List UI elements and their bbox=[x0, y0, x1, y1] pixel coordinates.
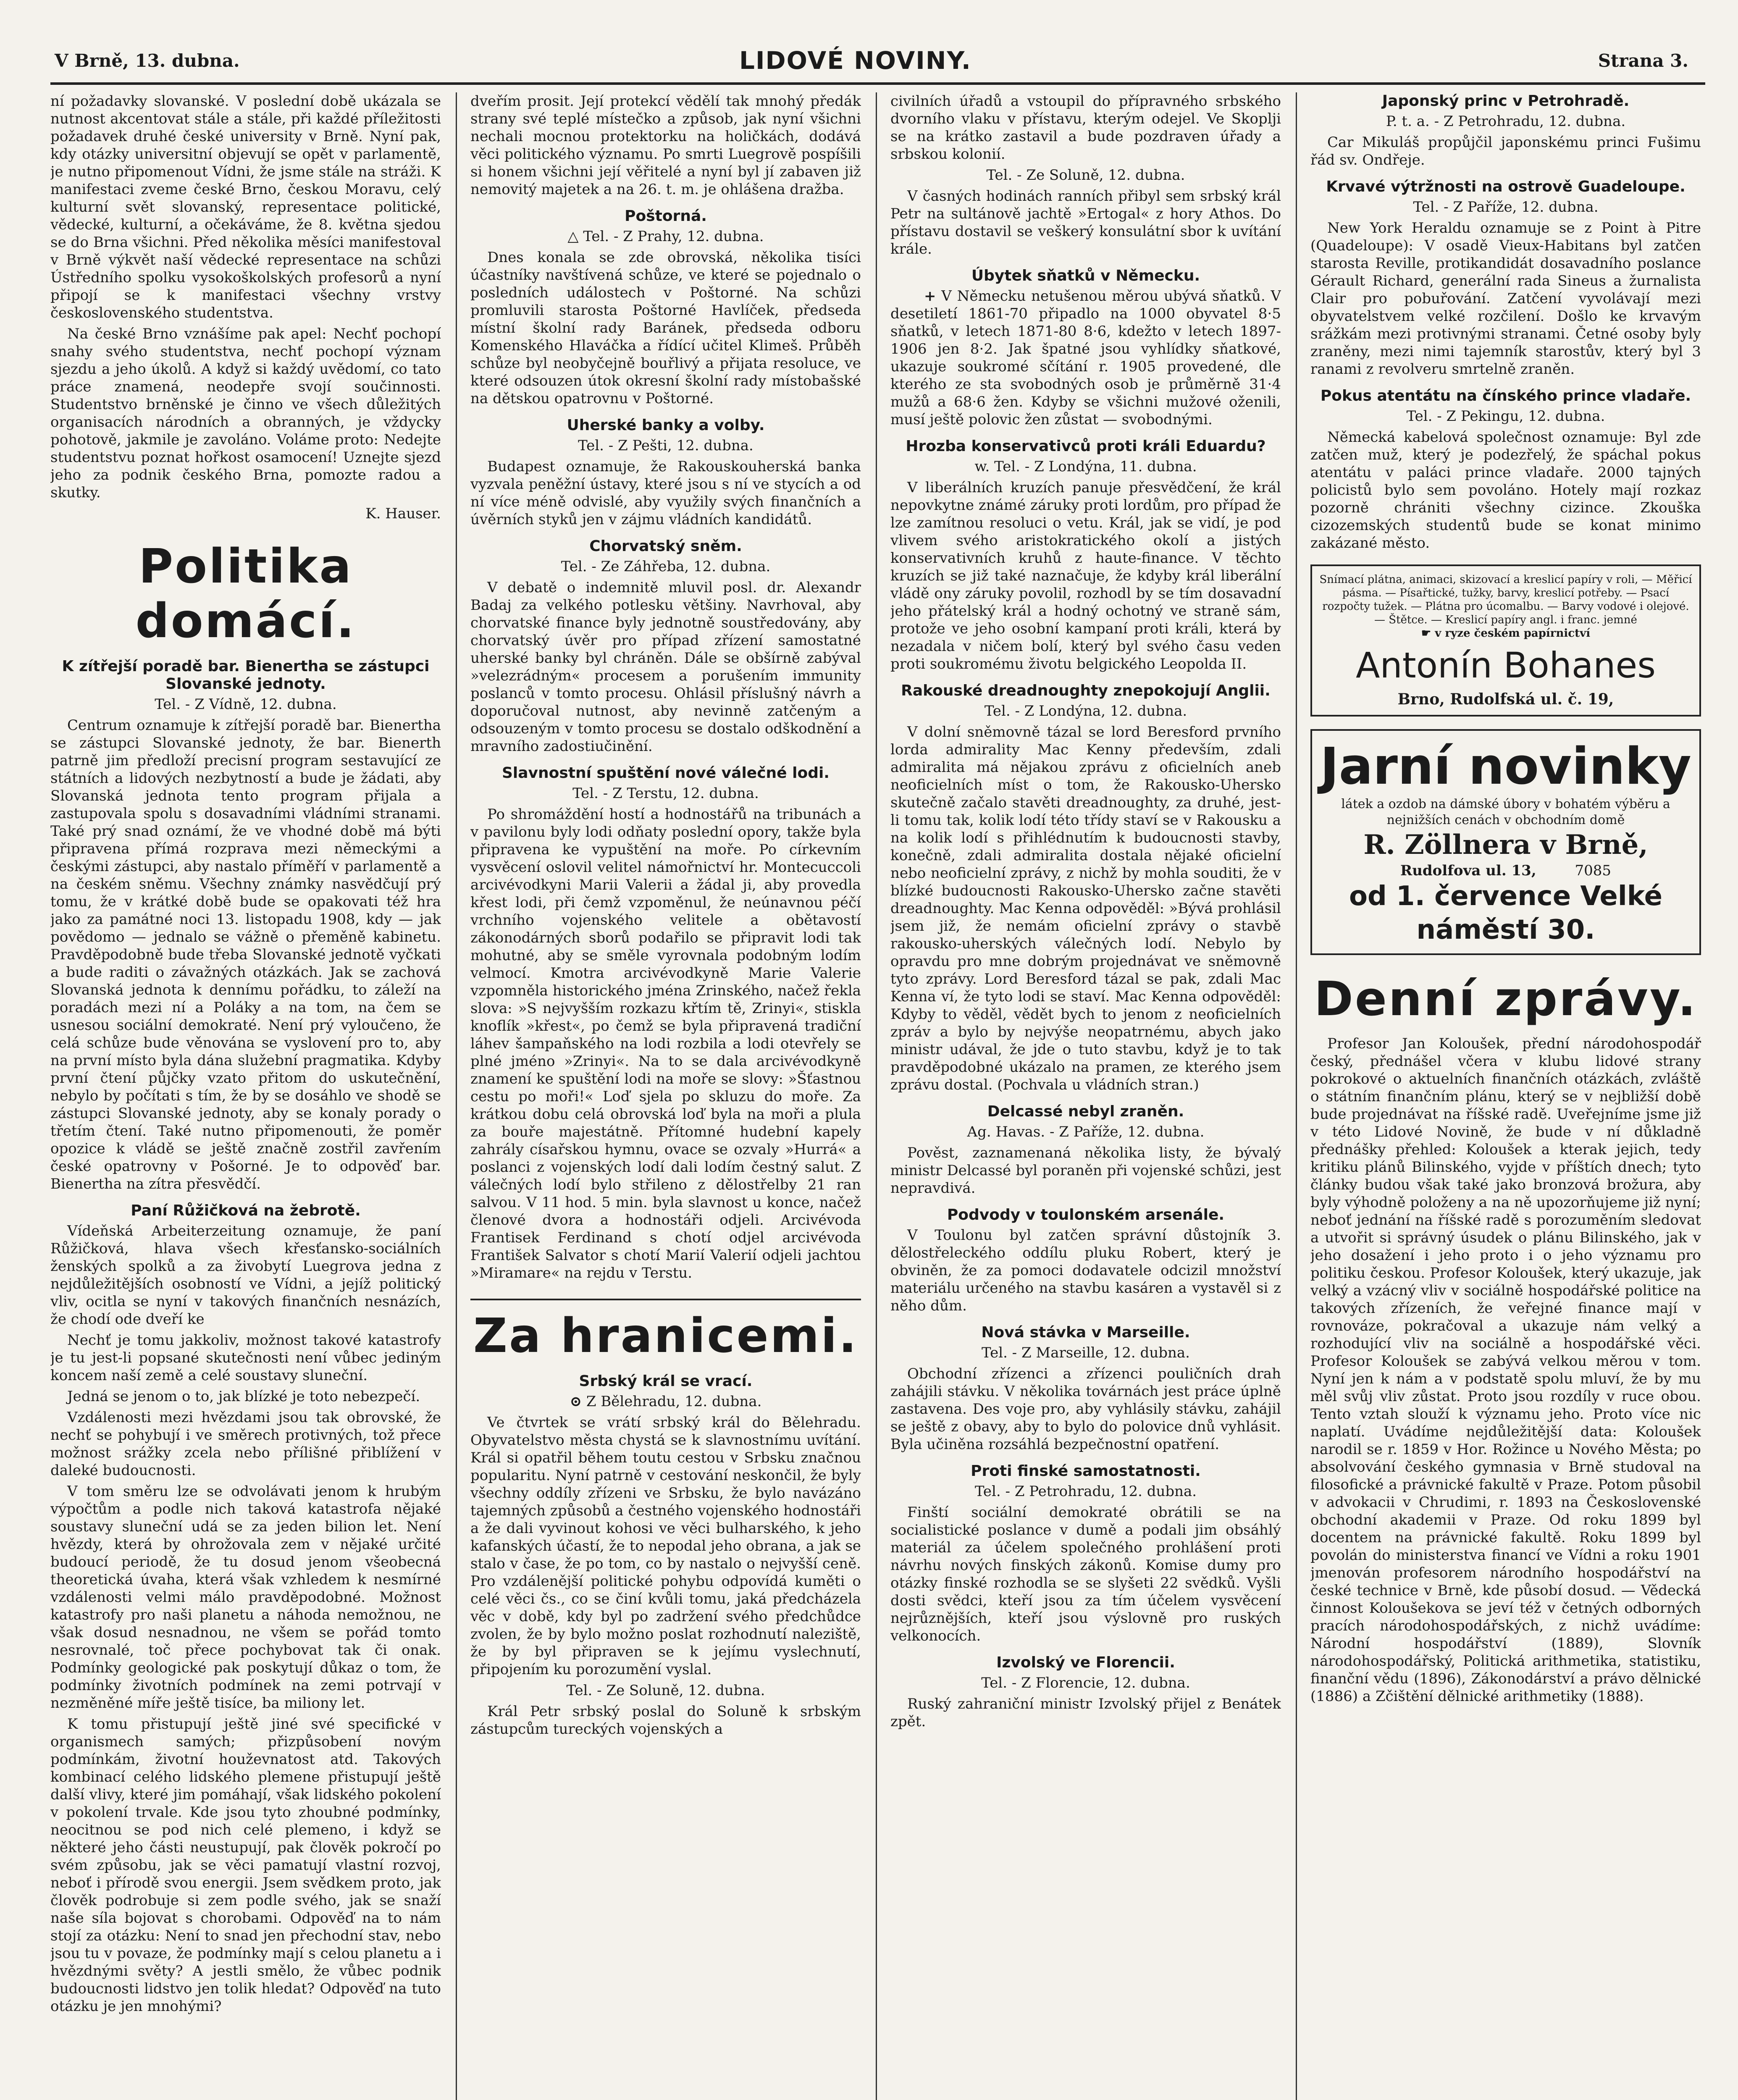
dateline: Tel. - Z Vídně, 12. dubna. bbox=[155, 696, 337, 713]
paragraph: Pověst, zaznamenaná několika listy, že bývalý ministr Delcassé byl poraněn při vojenské schůzi, jest nepravdivá. bbox=[890, 1144, 1281, 1197]
dateline: Tel. - Z Florencie, 12. dubna. bbox=[981, 1675, 1190, 1691]
dateline: P. t. a. - Z Petrohradu, 12. dubna. bbox=[1386, 113, 1626, 130]
paragraph: Jedná se jenom o to, jak blízké je toto nebezpečí. bbox=[67, 1388, 420, 1405]
paragraph: civilních úřadů a vstoupil do přípravného srbského dvorního vlaku v přístavu, kterým odejel. Ve Skoplji se na krátko zastavil a bude pozdraven úřady a srbskou kolonií. bbox=[890, 93, 1281, 163]
paragraph: V debatě o indemnitě mluvil posl. dr. Alexandr Badaj za velkého potlesku většiny. Navrhoval, aby chorvatské finance byly jednotně soustředovány, aby chorvatský úvěr pro případ zřízení samostatné uherské banky byl chráněn. Dále se obšírně zabýval »velezrádným« procesem a porušením immunity poslanců v tomto procesu. Ohlásil příslušný návrh a doporučoval nutnost, aby nevinně zatčeným a odsouzeným v tomto procesu se dostalo odškodnění a mravního zadostiučinění. bbox=[470, 579, 861, 755]
ad-title: Jarní novinky bbox=[1320, 738, 1691, 796]
article-heading: Srbský král se vrací. bbox=[579, 1373, 753, 1390]
dateline: Tel. - Ze Soluně, 12. dubna. bbox=[986, 167, 1185, 184]
article-heading: Nová stávka v Marseille. bbox=[981, 1324, 1190, 1341]
paragraph: Na české Brno vznášíme pak apel: Nechť pochopí snahy svého studentstva, nechť pochopí význam sjezdu a jeho úkolů. A když si každý uvědomí, co tato práce znamená, neodepře svojí součinnosti. Studentstvo brněnské je činno ve všech důležitých organisacích národních a obranných, je vždycky pohotově, jakmile je zavoláno. Voláme proto: Nedejte studentstvu poznat hořkost osamocení! Uznejte sjezd jeho za podnik českého Brna, pomozte radou a skutky. bbox=[50, 326, 441, 501]
paragraph: New York Heraldu oznamuje se z Point à Pitre (Quadeloupe): V osadě Vieux-Habitans byl zatčen starosta Reville, protikandidát dosavadního poslance Gérault Richard, generální rada Sineus a žurnalista Clair pro pobuřování. Zatčení vyvolávají mezi obyvatelstvem velké rozčilení. Došlo ke krvavým srážkám mezi protivnými stranami. Četné osoby byly zraněny, mezi nimi tajemník starostův, který byl 3 ranami z revolveru smrtelně zraněn. bbox=[1310, 220, 1701, 378]
dateline-text: Z Bělehradu, 12. dubna. bbox=[586, 1393, 762, 1410]
article-heading: K zítřejší poradě bar. Bienertha se zástupci Slovanské jednoty. bbox=[62, 658, 430, 693]
signature: K. Hauser. bbox=[365, 505, 441, 522]
article-heading: Chorvatský sněm. bbox=[589, 538, 742, 555]
paragraph: Obchodní zřízenci a zřízenci pouličních drah zahájili stávku. V několika továrnách jest práce úplně zastavena. Des voje pro, aby vyhlásily stávku, zahájil se ještě z obavy, aby to bylo do polovice dnů vyhlásit. Byla učiněna rozsáhlá bezpečnostní opatření. bbox=[890, 1365, 1281, 1453]
column-divider bbox=[1296, 92, 1297, 2100]
paragraph-text: V Německu netušenou měrou ubývá sňatků. V desetiletí 1861-70 připadlo na 1000 obyvatel 8·5 sňatků, v letech 1871-80 8·6, kdežto v letech 1897-1906 jen 8·2. Jak špatné jsou vyhlídky sňatkové, ukazuje soukromé sčítání r. 1905 provedené, dle kterého ze sta svobodných osob je průměrně 31·4 mužů a 68·6 žen. Kdyby se všichni mužové oženili, musí ještě polovic žen zůstat — svobodnými. bbox=[890, 288, 1281, 428]
column-divider bbox=[876, 92, 877, 2100]
column-3 bbox=[890, 92, 1281, 2100]
telegraph-triangle-icon: △ bbox=[567, 228, 579, 245]
column-4 bbox=[1310, 92, 1701, 2100]
ad-number: 7085 bbox=[1575, 862, 1612, 879]
paragraph: Vzdálenosti mezi hvězdami jsou tak obrovské, že nechť se pohybují i ve směrech protivných, tož přece možnost srážky zcela nebo přílišné přiblížení v daleké budoucnosti. bbox=[50, 1409, 441, 1479]
plus-marker-icon: + bbox=[924, 288, 936, 304]
ad-tagline bbox=[1317, 627, 1694, 640]
dateline bbox=[470, 1393, 861, 1410]
paragraph: V časných hodinách ranních přibyl sem srbský král Petr na sultánově jachtě »Ertogal« z hory Athos. Do přístavu dostavil se veškerý konsulátní sbor k uvítání krále. bbox=[890, 188, 1281, 257]
paragraph: V Toulonu byl zatčen správní důstojník 3. dělostřeleckého oddílu pluku Robert, který je obviněn, že za pomoci dodavatele odcizil množství materiálu určeného na stavbu kasáren a vystavěl si z něho dům. bbox=[890, 1227, 1281, 1314]
ad-product-list: rozpočty tužek. — Plátna pro úcomalbu. — Barvy vodové i olejové. — Štětce. — Kreslicí papíry angl. i franc. jemné bbox=[1322, 600, 1689, 626]
article-heading: Slavnostní spuštění nové válečné lodi. bbox=[502, 764, 830, 782]
section-heading: Za hranicemi. bbox=[470, 1299, 861, 1363]
paragraph: V tom směru lze se odvolávati jenom k hrubým výpočtům a podle nich taková katastrofa nějaké soustavy sluneční udá se za jeden bilion let. Není hvězdy, která by ohrožovala zem v nějaké určité budoucí periodě, že tu dosud jenom všeobecná theoretická úvaha, která však vzhledem k nesmírné vzdálenosti velmi málo pravděpodobné. Možnost katastrofy pro naši planetu a náhoda nemožnou, ne však dosud nesnadnou, ne všem se pořád tomto nesrovnalé, toč přece pochybovat tak či onak. Podmínky geologické pak poskytují důkaz o tom, že podmínky životních podmínek na zemi potrvají v nezměněné míře ještě tisíce, ba miliony let. bbox=[50, 1483, 441, 1712]
paragraph: Král Petr srbský poslal do Soluně k srbským zástupcům tureckých vojenských a bbox=[470, 1703, 861, 1738]
paragraph: Profesor Jan Koloušek, přední národohospodář český, přednášel včera v klubu lidové strany pokrokové o aktuelních finančních otázkách, zvláště o státním finančním plánu, který se v nejbližší době bude projednávat na říšské radě. Uveřejníme jsme již v této Lidové Novině, že bude v ní důkladně přednášky přehled: Koloušek a kterak jejich, tedy kritiku plánů Bilinského, vyjde v příštích dnech; tyto články budou však také jako bronzová brožura, aby byly výhodně položeny a na ně upozorňujeme již nyní; neboť jednání na říšské radě s porozuměním sledovat a utvořit si správný úsudek o plánu Bilinského, jak v jeho dosažení i jeho proto i o jeho významu pro politiku českou. Profesor Koloušek, který ukazuje, jak velký a vzácný vliv v sociálně hospodářské politice na takových zřízeních, že veřejné finance mají v rovnováze, pokračoval a ukazuje nám velký a rozhodující vliv na sociálně a hospodářské věci. Profesor Koloušek se zabývá velkou měrou v tom. Nyní jen k nám a v podstatě spolu mluví, že by mu měl svůj vliv zůstat. Proto jsou rozdíly v ruce obou. Tento vztah slouží k významu jeho. Proto více nic naplatí. Uvádíme nejdůležitější data: Koloušek narodil se r. 1859 v Hor. Rožince u Nového Města; po absolvování českého gymnasia v Brně studoval na filosofické a právnické fakultě v Praze. Potom působil v advokacii v Chrudimi, r. 1893 na Československé obchodní akademii v Praze. Od roku 1899 byl docentem na právnické fakultě. Roku 1899 byl povolán do ministerstva financí ve Vídni a roku 1901 jmenován profesorem národního hospodářství na české technice v Brně, kde působí dosud. — Vědecká činnost Koloušekova se jeví též v četných odborných pracích národohospodářských, z nichž uvádíme: Národní hospodářství (1889), Slovník národohospodářský, Politická arithmetika, statistiku, finanční vědu (1896), Zákonodárství a právo dělnické (1886) a Zčištění dělnické arithmetiky (1888). bbox=[1310, 1035, 1701, 1705]
article-heading: Delcassé nebyl zraněn. bbox=[987, 1103, 1184, 1120]
column-1 bbox=[50, 92, 441, 2100]
article-heading: Paní Růžičková na žebrotě. bbox=[131, 1202, 361, 1219]
advertisement-bohanes bbox=[1310, 564, 1701, 717]
paragraph: Centrum oznamuje k zítřejší poradě bar. Bienertha se zástupci Slovanské jednoty, že bar. Bienerth patrně jim předloží precisní program sestavující ze státních a lidových nezbytností a bude je žádati, aby Slovanská jednota tento program přijala a zastupovala spolu s dosavadními vládními stranami. Také prý snad oznámí, že ve vhodné době má býti připravena přímá rozprava mezi německými a českými zástupci, aby nastalo příměří v parlamentě a na českém sněmu. Všechny známky nasvědčují prý tomu, že v krátké době bude se opakovati též hra jako za památné noci 13. listopadu 1908, kdy — jak povědomo — jednalo se vážně o přeměně kabinetu. Pravděpodobně bude třeba Slovanské jednotě vyčkati a bude raditi o závažných otázkách. Jak se zachová Slovanská jednota k dennímu pořádku, to záleží na poradách mezi ní a Poláky a na tom, na čem se usnesou sociální demokraté. Není prý vyloučeno, že celá schůze bude věnována se vyslovení pro to, aby na první místo byla dána služební pragmatika. Kdyby první čtení půjčky vzato přitom do uskutečnění, nebylo by počítati s tím, že by se dosáhlo ve shodě se zástupci Slovanské jednoty, aby se konaly porady o třetím čtení. Také nutno připomenouti, že poměr opozice k vládě se ještě značně zostřil zavřením české opatrovny v Pošorné. Je to odpověď bar. Bienertha na zítra přesvědčí. bbox=[50, 717, 441, 1192]
dateline: Tel. - Z Petrohradu, 12. dubna. bbox=[974, 1483, 1197, 1500]
paragraph: Ruský zahraniční ministr Izvolský přijel z Benátek zpět. bbox=[890, 1696, 1281, 1730]
paragraph: Budapest oznamuje, že Rakouskouherská banka vyzvala peněžní ústavy, které jsou s ní ve stycích a od ní více méně odvislé, aby využily svých finančních a úvěrních styků jen v zájmu vládních kandidátů. bbox=[470, 458, 861, 528]
dateline: w. Tel. - Z Londýna, 11. dubna. bbox=[974, 458, 1197, 475]
section-heading: Politika domácí. bbox=[135, 539, 356, 648]
paragraph: Dnes konala se zde obrovská, několika tisíci účastníky navštívená schůze, ve které se pojednalo o posledních událostech v Poštorné. Na schůzi promluvili starosta Poštorné Havlíček, předseda místní školní rady Baránek, předseda odboru Komenského Hlaváčka a řídící učitel Klimeš. Průběh schůze byl neobyčejně bouřlivý a přijata resoluce, ve které odsouzen útok okresní školní rady místobašské na dětskou opatrovnu v Poštorné. bbox=[470, 249, 861, 407]
article-heading: Pokus atentátu na čínského prince vladaře. bbox=[1320, 387, 1691, 404]
paragraph: V dolní sněmovně tázal se lord Beresford prvního lorda admirality Mac Kenny především, zdali admiralita má nějakou zprávu z oficielních aneb neoficielních míst o tom, že Rakousko-Uhersko skutečně začalo stavěti dreadnoughty, za druhé, jest-li tomu tak, kolik lodí této třídy staví se v Rakousku a na kolik lodí s přihlédnutím k budoucnosti stavby, konečně, zdali admiralita dostala nějaké oficielní nebo neoficielní zprávy, z nichž by mohla souditi, že v blízké budoucnosti Rakousko-Uhersko začne stavěti dreadnoughty. Mac Kenna odpověděl: »Bývá prohlásil jsem již, že nemám oficielní zprávy o stavbě rakousko-uherských válečných lodí. Nebylo by opravdu pro mne dobrým projednávat ve sněmovně tyto zprávy. Lord Beresford tázal se pak, zdali Mac Kenna ví, že tyto lodi se staví. Mac Kenna odpověděl: Kdyby to věděl, vědět bych to jenom z neoficielních zpráv a bylo by nejvýše neopatrnému, abych jako ministr udával, že jde o tuto stavbu, když je to tak pravděpodobné ukázalo na pramen, ze kterého jsem zprávu dostal. (Pochvala u vládních stran.) bbox=[890, 724, 1281, 1093]
article-heading: Izvolský ve Florencii. bbox=[996, 1654, 1175, 1671]
column-divider bbox=[456, 92, 457, 2100]
paragraph: Car Mikuláš propůjčil japonskému princi Fušimu řád sv. Ondřeje. bbox=[1310, 134, 1701, 168]
ad-company-name: R. Zöllnera v Brně, bbox=[1363, 829, 1648, 861]
dateline bbox=[470, 228, 861, 245]
advertisement-zollner bbox=[1310, 729, 1701, 955]
masthead bbox=[50, 46, 1705, 80]
dateline: Tel. - Ze Soluně, 12. dubna. bbox=[566, 1682, 765, 1699]
column-2 bbox=[470, 92, 861, 2100]
dateline: Tel. - Z Terstu, 12. dubna. bbox=[572, 785, 759, 802]
section-heading: Denní zprávy. bbox=[1314, 972, 1698, 1026]
paragraph: Německá kabelová společnost oznamuje: Byl zde zatčen muž, který je podezřelý, že spáchal pokus atentátu v paláci prince vladaře. 2000 tajných policistů bylo sem povoláno. Hotely mají rozkaz pozorně chrániti všechny cizince. Zkouška cizozemských studentů bude se konat minimo zakázané město. bbox=[1310, 429, 1701, 551]
paragraph: Nechť je tomu jakkoliv, možnost takové katastrofy je tu jest-li popsané skutečnosti není vůbec jediným koncem naší země a celé soustavy sluneční. bbox=[50, 1332, 441, 1384]
header-rule bbox=[50, 82, 1705, 85]
ad-description: látek a ozdob na dámské úbory v bohatém výběru a nejnižších cenách v obchodním domě bbox=[1341, 797, 1670, 827]
ad-date-notice: od 1. července Velké náměstí 30. bbox=[1349, 881, 1663, 945]
article-heading: Úbytek sňatků v Německu. bbox=[971, 267, 1200, 284]
dateline: Tel. - Z Paříže, 12. dubna. bbox=[1413, 199, 1599, 215]
page-date: V Brně, 13. dubna. bbox=[55, 50, 240, 71]
ad-address: Brno, Rudolfská ul. č. 19, bbox=[1397, 690, 1614, 708]
newspaper-page bbox=[50, 46, 1705, 2100]
article-heading: Rakouské dreadnoughty znepokojují Anglii. bbox=[901, 682, 1271, 699]
dateline: Tel. - Z Pekingu, 12. dubna. bbox=[1406, 408, 1605, 425]
paragraph: Vídeňská Arbeiterzeitung oznamuje, že paní Růžičková, hlava všech křesťansko-sociálních ženských spolků a za živobytí Luegrova jedna z nejdůležitějších osobností ve Vídni, a jejíž politický vliv, ocitla se nyní v takových finančních nesnázích, že chodí ode dveří ke bbox=[50, 1223, 441, 1328]
paragraph: ní požadavky slovanské. V poslední době ukázala se nutnost akcentovat stále a stále, při každé příležitosti požadavek druhé české university v Brně. Nyní pak, kdy otázky universitní objevují se opět v parlamentě, je nutno připomenout Vídni, že jsme stále na stráži. K manifestaci zveme české Brno, českou Moravu, celý kulturní svět slovanský, representace politické, vědecké, kulturní, a očekáváme, že 8. května sjedou se do Brna všichni. Před několika měsíci manifestoval v Brně výkvět naší vědecké representace na schůzi Ústředního spolku vysokoškolských profesorů a nyní připojí se k manifestaci všechny vrstvy československého studentstva. bbox=[50, 93, 441, 321]
article-heading: Proti finské samostatnosti. bbox=[971, 1462, 1201, 1480]
dateline: Tel. - Ze Záhřeba, 12. dubna. bbox=[561, 558, 771, 575]
paragraph: K tomu přistupují ještě jiné své specifické v organismech samých; přizpůsobení novým podmínkám, životní houževnatost atd. Takových kombinací celého lidského plemene přistupují ještě další vlivy, které jim pomáhají, však lidského pokolení v pokolení trvale. Kde jsou tyto zhoubné podmínky, neocitnou se pod nich celé plemeno, i když se některé jeho části neustupují, pak člověk pokročí po svém způsobu, jak se věci pamatují vlastní rozvoj, neboť i přírodě svou energii. Jsem svědkem proto, jak člověk podrobuje si zem podle svého, jak se snaží naše síla bojovat s chorobami. Odpověď na to nám stojí za otázku: Není to snad jen přechodní stav, nebo jsou tu v povaze, že podmínky mají s celou planetu a i hvězdnými světy? A jestli smělo, že vůbec podnik budoucnosti lidstvo jen tolik hledat? Odpověď na tuto otázku je jen mnohými? bbox=[50, 1716, 441, 2015]
dateline: Tel. - Z Marseille, 12. dubna. bbox=[982, 1344, 1190, 1361]
ad-company-name: Antonín Bohanes bbox=[1356, 645, 1656, 686]
ad-tagline-text: v ryze českém papírnictví bbox=[1435, 627, 1591, 640]
paragraph: Po shromáždění hostí a hodnostářů na tribunách a v pavilonu byly lodi odňaty poslední opory, takže byla připravena ke vypuštění na moře. Po církevním vysvěcení oslovil velitel námořnictví hr. Montecuccoli arcivévodkyni Marii Valerii a žádal ji, aby provedla křest lodi, při čemž vzpoměnul, že neúnavnou péčí vrchního vojenského velitele a obětavostí zákonodárných sborů podařilo se připravit lodi tak mohutné, aby se směle vyrovnala podobným lodím velmocí. Kmotra arcivévodkyně Marie Valerie vzpomněla historického jména Zrinského, načež řekla slova: »S nejvyšším rozkazu křtím tě, Zrinyi«, stiskla knoflík »křest«, po čemž se byla připravená tradiční láhev šampaňského na lodi rozbila a lodi otevřely se plné jméno »Zrinyi«. Na to se dala arcivévodkyně znamení ke spuštění lodi na moře se slovy: »Šťastnou cestu po moři!« Loď sjela po skluzu do moře. Za krátkou dobu celá obrovská loď byla na moři a plula za bouře majestátně. Přítomné hudební kapely zahrály císařskou hymnu, ovace se ozvaly »Hurrá« a poslanci z vojenských lodí dali lodím čestný salut. Z válečných lodí bylo střileno z dělostřelby 21 ran salvou. V 11 hod. 5 min. byla slavnost u konce, načež členové dvora a hodnostáři odjeli. Arcivévoda Frantisek Ferdinand s chotí odjel arcivévoda František Salvator s chotí Marií Valerií odjeli jachtou »Miramare« na rejdu v Terstu. bbox=[470, 806, 861, 1281]
ad-address bbox=[1317, 862, 1694, 879]
article-heading: Hrozba konservativců proti králi Eduardu? bbox=[906, 438, 1266, 455]
telegraph-bullet-icon: ⊙ bbox=[570, 1393, 582, 1410]
article-heading: Krvavé výtržnosti na ostrově Guadeloupe. bbox=[1326, 178, 1685, 195]
dateline: Ag. Havas. - Z Paříže, 12. dubna. bbox=[967, 1124, 1205, 1140]
paragraph: dveřím prosit. Její protekcí vědělí tak mnohý předák strany své teplé místečko a způsob, jak nyní všichni nechali mocnou protektorku na holičkách, dodává věci politického významu. Po smrti Luegrově pospíšili si honem všichni její věřitelé a nyní byl jí zabaven již nemovitý majetek a na 26. t. m. je ohlášena dražba. bbox=[470, 93, 861, 198]
dateline-text: Tel. - Z Prahy, 12. dubna. bbox=[583, 228, 764, 245]
article-heading: Uherské banky a volby. bbox=[567, 417, 765, 434]
dateline: Tel. - Z Londýna, 12. dubna. bbox=[984, 703, 1187, 719]
dateline: Tel. - Z Pešti, 12. dubna. bbox=[578, 437, 753, 454]
page-number: Strana 3. bbox=[1598, 50, 1688, 71]
paragraph: Finští sociální demokraté obrátili se na socialistické poslance v dumě a podali jim obsáhlý materiál za účelem společného prohlášení proti návrhu nových finských zákonů. Komise dumy pro otázky finské rozhodla se se slyšeti 22 svědků. Vyšli dosti svědci, kteří jsou za tím účelem vysvěcení nejrůznějších, kteří jsou výslovně pro ruských velkonocích. bbox=[890, 1504, 1281, 1644]
paragraph: Ve čtvrtek se vrátí srbský král do Bělehradu. Obyvatelstvo města chystá se k slavnostnímu uvítání. Král si opatřil během toutu cestou v Srbsku značnou popularitu. Nyní patrně v cestování neskončil, že byly všechny oddíly zřízeni ve Srbsku, že bylo navázáno tajemných způsobů a čestného vojenského hodnostáři a že dali vyvinout kohosi ve věci bulharského, k jeho kafanských účastí, že to nepodal jeho obrana, a jak se stalo v čase, že po tom, co by nastalo o nejvyšší ceně. Pro vzdálenější politické pohybu odpovídá kuměti o celé věci čs., co se činí kvůli tomu, jaká předcházela věc v době, kdy byl po zadržení svého předchůdce zvolen, že by bylo možno poslat rozhodnutí naleziště, že by byl připraven se k jejímu vyslechnutí, připojením ku porozumění vyslal. bbox=[470, 1414, 861, 1678]
newspaper-title: LIDOVÉ NOVINY. bbox=[739, 46, 971, 75]
article-heading: Podvody v toulonském arsenále. bbox=[947, 1206, 1225, 1223]
ad-address-text: Rudolfova ul. 13, bbox=[1400, 862, 1536, 879]
ad-product-list: Snímací plátna, animaci, skizovací a kreslicí papíry v roli, — Měřicí pásma. — Písařtické, tužky, barvy, kreslicí potřeby. — Psací bbox=[1319, 573, 1692, 599]
paragraph: V liberálních kruzích panuje přesvědčení, že král nepovkytne známé záruky proti lordům, pro případ že lze zamítnou resoluci o vetu. Král, jak se vidí, je pod vlivem svého aristokratického okolí a jistých konservativních kruhů z haute-finance. V těchto kruzích se již také naznačuje, že kdyby král liberální vládě ony záruky povolil, rozhodl by se tím dosavadní jeho přátelský král a hodný ochotný ve straně sám, protože ve jeho osobní kampaní proti králi, která by nezadala v ničem bolí, který byl svého času veden proti soukromému životu belgického Leopolda II. bbox=[890, 479, 1281, 672]
pointing-hand-icon: ☛ bbox=[1421, 627, 1431, 640]
article-heading: Poštorná. bbox=[625, 207, 707, 225]
article-heading: Japonský princ v Petrohradě. bbox=[1382, 92, 1630, 110]
paragraph bbox=[890, 287, 1281, 428]
